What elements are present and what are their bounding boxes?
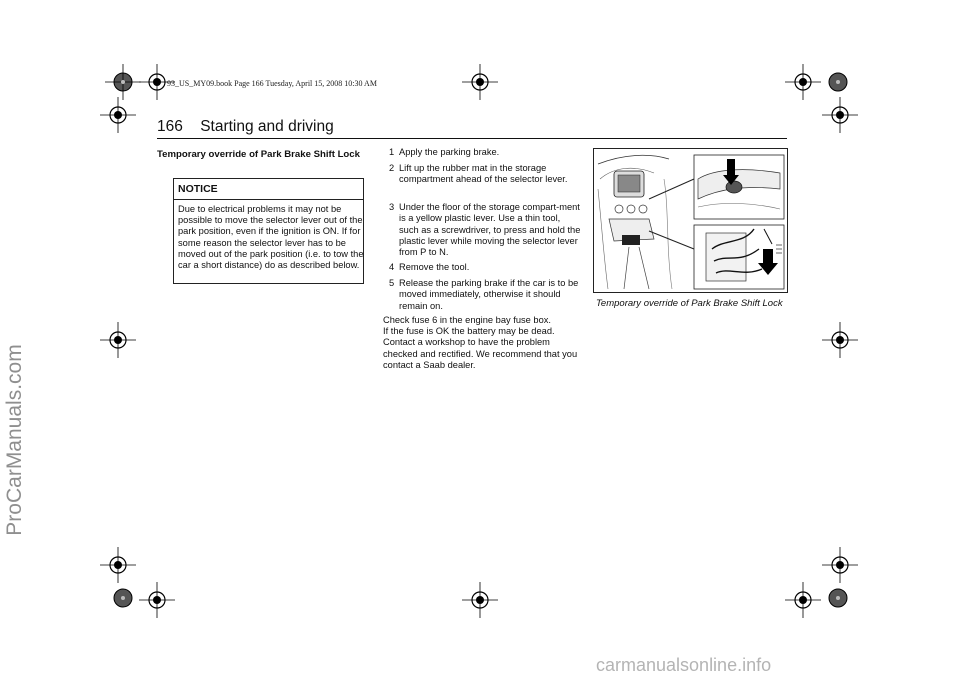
notice-box [173,178,364,284]
step-text: Under the floor of the storage compart-ment is a yellow plastic lever. Use a thin tool, such as a screwdriver, to press and hold the plastic lever while moving the selector lever from P to N. [399,202,581,258]
registration-mark-icon [822,97,858,133]
step-text: Remove the tool. [399,262,470,272]
step-text: Release the parking brake if the car is to be moved immediately, otherwise it should remain on. [399,278,579,311]
registration-mark-icon [820,580,856,616]
print-header: 93_US_MY09.book Page 166 Tuesday, April 15, 2008 10:30 AM [167,79,377,88]
page-number: 166 [157,118,183,135]
registration-mark-icon [100,97,136,133]
step-text: Apply the parking brake. [399,147,500,157]
registration-mark-icon [105,580,141,616]
chapter-title: Starting and driving [200,118,334,135]
registration-mark-icon [100,547,136,583]
registration-mark-icon [100,322,136,358]
step-number: 3 [389,202,395,212]
body-text [383,315,578,371]
step-number: 4 [389,262,395,272]
footer-watermark: carmanualsonline.info [596,655,772,675]
step-number: 2 [389,163,395,173]
notice-text: Due to electrical problems it may not be possible to move the selector lever out of the park position, even if the ignition is ON. If for some reason the selector lever has to be moved out of the park position (i.e. to tow the car a short distance) do as described below. [178,204,364,271]
registration-mark-icon [822,322,858,358]
body-paragraph: Check fuse 6 in the engine bay fuse box. [383,315,551,325]
registration-mark-icon [462,582,498,618]
step-text: Lift up the rubber mat in the storage compartment ahead of the selector lever. [399,163,568,185]
registration-mark-icon [105,64,141,100]
registration-mark-icon [785,64,821,100]
figure-illustration [593,148,788,293]
step-number: 5 [389,278,395,288]
section-title: Temporary override of Park Brake Shift Lock [157,149,360,160]
registration-mark-icon [820,64,856,100]
notice-title: NOTICE [174,179,363,200]
watermark-text: ProCarManuals.com [3,344,26,536]
body-paragraph: If the fuse is OK the battery may be dead. Contact a workshop to have the problem checked and rectified. We recommend that you contact a Saab dealer. [383,326,578,370]
page-heading [157,118,334,136]
figure-caption: Temporary override of Park Brake Shift Lock [596,298,783,309]
step-number: 1 [389,147,395,157]
header-rule [157,138,787,139]
registration-mark-icon [785,582,821,618]
registration-mark-icon [822,547,858,583]
registration-mark-icon [462,64,498,100]
registration-mark-icon [139,582,175,618]
console-illustration [594,149,787,292]
